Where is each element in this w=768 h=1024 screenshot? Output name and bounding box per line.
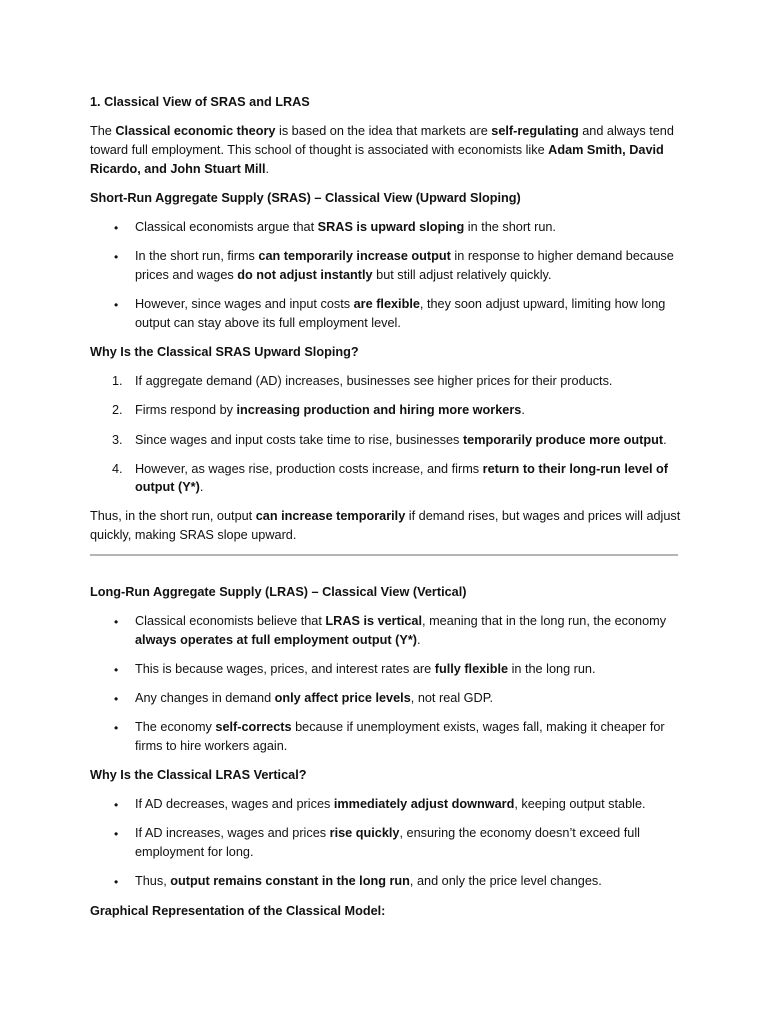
text: if demand rises, but wages and prices will adjust xyxy=(405,509,681,523)
text: prices and wages xyxy=(135,268,238,282)
bold-text: Adam Smith, David xyxy=(548,143,664,157)
bullet-marker: • xyxy=(114,663,119,677)
why-sras-item-2 xyxy=(135,404,525,417)
text: and always tend xyxy=(578,124,674,138)
why-lras-bullet-3 xyxy=(135,875,602,888)
text: , meaning that in the long run, the economy xyxy=(422,614,667,628)
bold-text: do not adjust instantly xyxy=(237,268,373,282)
bold-text: output remains constant in the long run xyxy=(170,874,410,888)
text: Firms respond by xyxy=(135,403,237,417)
text: Since wages and input costs take time to rise, businesses xyxy=(135,433,463,447)
text: . xyxy=(521,403,525,417)
bold-text: increasing production and hiring more workers xyxy=(236,403,522,417)
text: If AD increases, wages and prices xyxy=(135,826,330,840)
text: Classical economists believe that xyxy=(135,614,326,628)
intro-line-3 xyxy=(90,163,269,176)
intro-line-2 xyxy=(90,144,664,157)
bullet-marker: • xyxy=(114,692,119,706)
bold-text: self-regulating xyxy=(491,124,579,138)
bullet-marker: • xyxy=(114,250,119,264)
sras-bullet-1 xyxy=(135,221,556,234)
horizontal-divider xyxy=(90,554,678,556)
bullet-marker: • xyxy=(114,798,119,812)
why-sras-heading: Why Is the Classical SRAS Upward Sloping? xyxy=(90,345,359,359)
section-title: 1. Classical View of SRAS and LRAS xyxy=(90,95,310,109)
text: , not real GDP. xyxy=(410,691,494,705)
lras-bullet-1-cont xyxy=(135,634,421,647)
text: Thus, in the short run, output xyxy=(90,509,256,523)
text: in the short run. xyxy=(464,220,556,234)
sras-summary-line-2: quickly, making SRAS slope upward. xyxy=(90,528,297,542)
text: However, since wages and input costs xyxy=(135,297,354,311)
bold-text: Classical economic theory xyxy=(115,124,276,138)
bold-text: self-corrects xyxy=(215,720,292,734)
why-sras-item-1: If aggregate demand (AD) increases, businesses see higher prices for their products. xyxy=(135,374,613,388)
lras-bullet-4-cont: firms to hire workers again. xyxy=(135,739,288,753)
bold-text: output (Y*) xyxy=(135,480,200,494)
text: Any changes in demand xyxy=(135,691,275,705)
bullet-marker: • xyxy=(114,615,119,629)
list-number: 3. xyxy=(112,433,123,447)
text: If AD decreases, wages and prices xyxy=(135,797,334,811)
bold-text: only affect price levels xyxy=(274,691,411,705)
text: In the short run, firms xyxy=(135,249,259,263)
bold-text: LRAS is vertical xyxy=(325,614,423,628)
why-lras-heading: Why Is the Classical LRAS Vertical? xyxy=(90,768,307,782)
text: in the long run. xyxy=(508,662,596,676)
why-lras-bullet-2 xyxy=(135,827,640,840)
list-number: 1. xyxy=(112,374,123,388)
text: . xyxy=(265,162,270,176)
sras-bullet-3-cont: output can stay above its full employment level. xyxy=(135,316,401,330)
intro-line-1 xyxy=(90,125,674,138)
text: . xyxy=(663,433,667,447)
text: . xyxy=(417,633,421,647)
bold-text: SRAS is upward sloping xyxy=(317,220,465,234)
why-lras-bullet-1 xyxy=(135,798,646,811)
text: toward full employment. This school of thought is associated with economists like xyxy=(90,143,549,157)
text: , they soon adjust upward, limiting how long xyxy=(419,297,666,311)
why-sras-item-4 xyxy=(135,463,668,476)
bold-text: temporarily produce more output xyxy=(462,433,664,447)
text: Classical economists argue that xyxy=(135,220,318,234)
text: However, as wages rise, production costs increase, and firms xyxy=(135,462,483,476)
bullet-marker: • xyxy=(114,221,119,235)
bold-text: can increase temporarily xyxy=(255,509,406,523)
text: Thus, xyxy=(135,874,171,888)
why-lras-bullet-2-cont: employment for long. xyxy=(135,845,254,859)
lras-heading: Long-Run Aggregate Supply (LRAS) – Classical View (Vertical) xyxy=(90,585,467,599)
bold-text: always operates at full employment output (Y*) xyxy=(135,633,417,647)
text: The xyxy=(90,124,116,138)
bullet-marker: • xyxy=(114,721,119,735)
bold-text: rise quickly xyxy=(329,826,400,840)
list-number: 4. xyxy=(112,462,123,476)
sras-summary-line-1 xyxy=(90,510,680,523)
why-sras-item-4-cont xyxy=(135,481,203,494)
text: . xyxy=(199,480,204,494)
lras-bullet-3 xyxy=(135,692,493,705)
text: , and only the price level changes. xyxy=(409,874,602,888)
bold-text: are flexible xyxy=(353,297,420,311)
bold-text: fully flexible xyxy=(434,662,509,676)
text: but still adjust relatively quickly. xyxy=(372,268,552,282)
text: is based on the idea that markets are xyxy=(275,124,492,138)
bold-text: immediately adjust downward xyxy=(333,797,515,811)
bullet-marker: • xyxy=(114,827,119,841)
sras-bullet-2-cont xyxy=(135,269,551,282)
text: in response to higher demand because xyxy=(450,249,674,263)
bullet-marker: • xyxy=(114,875,119,889)
bold-text: return to their long-run level of xyxy=(482,462,669,476)
lras-bullet-2 xyxy=(135,663,596,676)
bold-text: can temporarily increase output xyxy=(258,249,451,263)
lras-bullet-1 xyxy=(135,615,666,628)
text: because if unemployment exists, wages fall, making it cheaper for xyxy=(291,720,665,734)
text: This is because wages, prices, and interest rates are xyxy=(135,662,435,676)
list-number: 2. xyxy=(112,403,123,417)
bullet-marker: • xyxy=(114,298,119,312)
text: , ensuring the economy doesn’t exceed full xyxy=(399,826,640,840)
why-sras-item-3 xyxy=(135,434,667,447)
bold-text: Ricardo, and John Stuart Mill xyxy=(90,162,266,176)
graph-heading: Graphical Representation of the Classical Model: xyxy=(90,904,386,918)
lras-bullet-4 xyxy=(135,721,665,734)
sras-bullet-3 xyxy=(135,298,665,311)
text: The economy xyxy=(135,720,216,734)
sras-bullet-2 xyxy=(135,250,674,263)
sras-heading: Short-Run Aggregate Supply (SRAS) – Classical View (Upward Sloping) xyxy=(90,191,521,205)
text: , keeping output stable. xyxy=(514,797,646,811)
